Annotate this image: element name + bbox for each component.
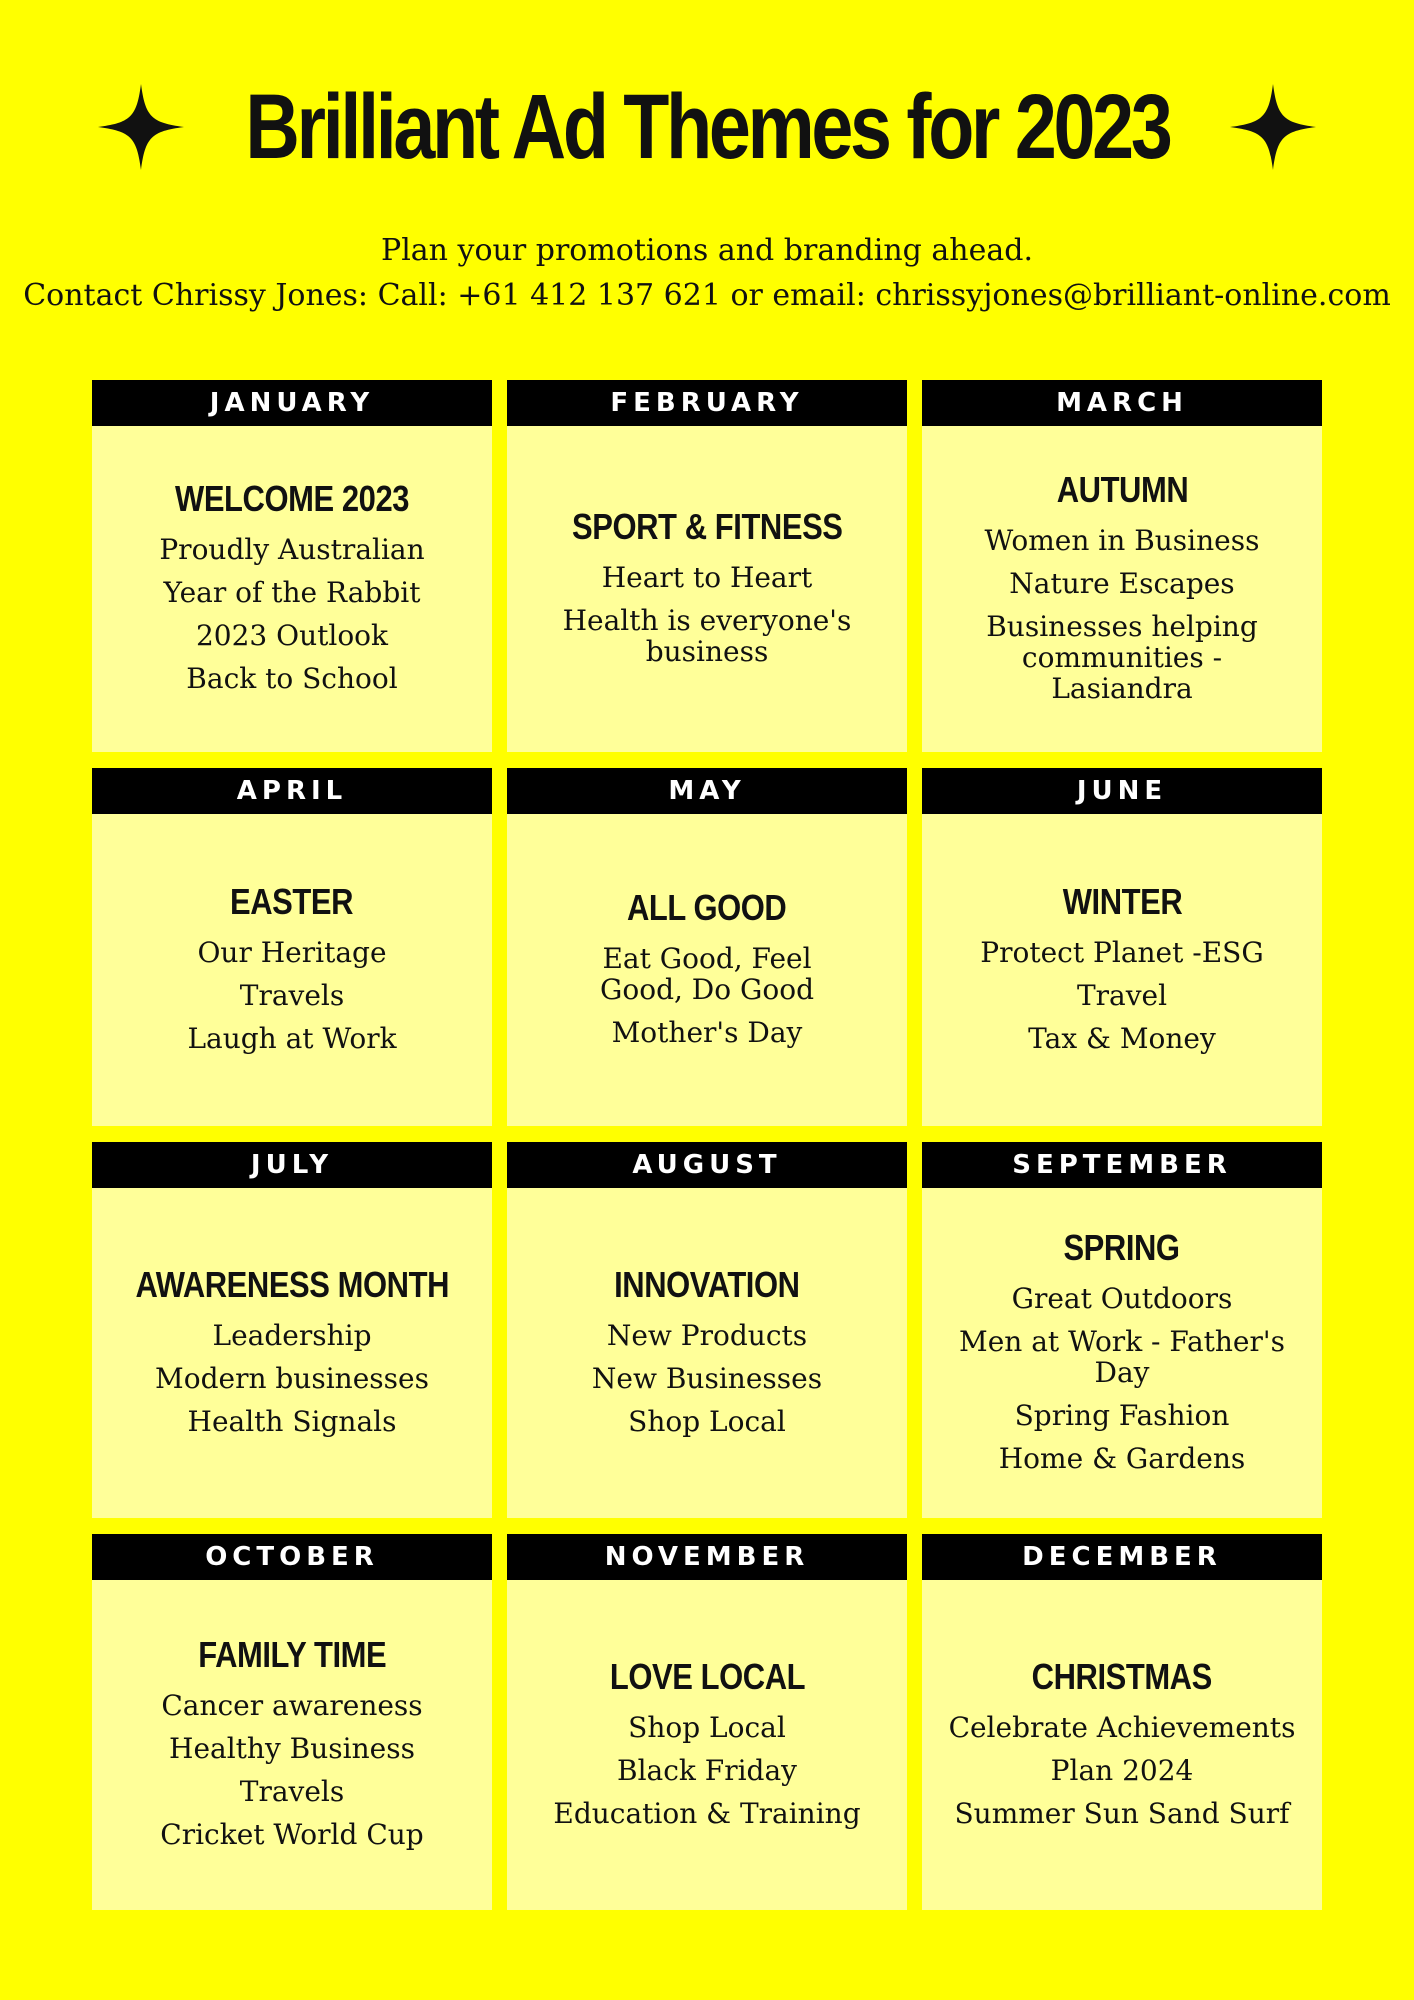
month-header: DECEMBER <box>922 1534 1322 1580</box>
theme-item: 2023 Outlook <box>195 619 389 652</box>
month-theme: SPRING <box>1063 1226 1181 1268</box>
month-card-october <box>92 1534 492 1910</box>
month-card-june <box>922 768 1322 1126</box>
month-card-april <box>92 768 492 1126</box>
month-grid <box>92 380 1322 1910</box>
theme-item: Our Heritage <box>197 935 387 969</box>
theme-item: Shop Local <box>628 1710 786 1744</box>
theme-item: Home & Gardens <box>998 1441 1246 1475</box>
month-body <box>92 814 492 1126</box>
month-theme: AWARENESS MONTH <box>135 1263 449 1305</box>
theme-item: Plan 2024 <box>1050 1753 1194 1787</box>
theme-item: New Products <box>606 1318 808 1352</box>
month-theme: EASTER <box>230 880 354 922</box>
theme-item: Education & Training <box>553 1796 861 1830</box>
theme-item: Health Signals <box>187 1404 397 1438</box>
theme-item: Year of the Rabbit <box>163 576 421 609</box>
month-theme: SPORT & FITNESS <box>571 505 843 547</box>
four-point-star-icon <box>98 84 184 170</box>
header <box>0 62 1414 192</box>
month-theme: INNOVATION <box>614 1263 800 1305</box>
theme-item: Cricket World Cup <box>160 1818 424 1851</box>
subtitle <box>0 228 1414 318</box>
theme-item: Laugh at Work <box>187 1021 397 1055</box>
subtitle-tagline: Plan your promotions and branding ahead. <box>381 233 1033 268</box>
month-card-march <box>922 380 1322 752</box>
month-body <box>507 814 907 1126</box>
month-header: FEBRUARY <box>507 380 907 426</box>
theme-item: Cancer awareness <box>161 1689 423 1722</box>
month-card-december <box>922 1534 1322 1910</box>
theme-item: Nature Escapes <box>1009 566 1235 600</box>
month-header: APRIL <box>92 768 492 814</box>
month-header: AUGUST <box>507 1142 907 1188</box>
theme-item: Healthy Business <box>169 1732 415 1765</box>
month-header: MAY <box>507 768 907 814</box>
month-body <box>922 814 1322 1126</box>
month-card-july <box>92 1142 492 1518</box>
month-body <box>507 426 907 752</box>
month-body <box>922 426 1322 752</box>
month-body <box>922 1580 1322 1910</box>
theme-item: Businesses helping communities - Lasiandra <box>986 609 1258 705</box>
theme-item: Protect Planet -ESG <box>980 935 1264 969</box>
month-header: OCTOBER <box>92 1534 492 1580</box>
theme-item: Health is everyone's business <box>562 603 852 668</box>
month-theme: ALL GOOD <box>627 886 787 928</box>
theme-item: Travel <box>1076 978 1168 1012</box>
theme-item: Black Friday <box>617 1753 797 1787</box>
theme-item: Modern businesses <box>155 1361 429 1395</box>
theme-item: Leadership <box>212 1318 372 1352</box>
theme-item: Travels <box>239 1775 345 1808</box>
month-header: MARCH <box>922 380 1322 426</box>
theme-item: Women in Business <box>984 523 1260 557</box>
theme-item: Eat Good, Feel Good, Do Good <box>599 941 815 1006</box>
theme-item: Proudly Australian <box>159 533 425 566</box>
month-body <box>92 426 492 752</box>
theme-item: Men at Work - Father's Day <box>959 1324 1285 1389</box>
month-body <box>92 1188 492 1518</box>
month-theme: CHRISTMAS <box>1031 1655 1213 1697</box>
month-body <box>507 1188 907 1518</box>
four-point-star-icon <box>1230 84 1316 170</box>
month-header: SEPTEMBER <box>922 1142 1322 1188</box>
theme-item: Travels <box>239 978 345 1012</box>
month-theme: LOVE LOCAL <box>609 1655 805 1697</box>
month-body <box>92 1580 492 1910</box>
theme-item: Shop Local <box>628 1404 786 1438</box>
month-header: JANUARY <box>92 380 492 426</box>
theme-item: Heart to Heart <box>601 560 813 594</box>
month-card-may <box>507 768 907 1126</box>
month-header: JUNE <box>922 768 1322 814</box>
month-body <box>922 1188 1322 1518</box>
theme-item: Spring Fashion <box>1014 1398 1230 1432</box>
month-header: JULY <box>92 1142 492 1188</box>
theme-item: New Businesses <box>591 1361 823 1395</box>
theme-item: Mother's Day <box>611 1015 803 1049</box>
theme-item: Tax & Money <box>1028 1021 1216 1055</box>
month-theme: WINTER <box>1062 880 1182 922</box>
theme-item: Summer Sun Sand Surf <box>954 1796 1290 1830</box>
theme-item: Celebrate Achievements <box>948 1710 1296 1744</box>
month-header: NOVEMBER <box>507 1534 907 1580</box>
theme-item: Back to School <box>186 662 398 695</box>
theme-item: Great Outdoors <box>1011 1281 1233 1315</box>
month-theme: WELCOME 2023 <box>174 478 409 519</box>
month-body <box>507 1580 907 1910</box>
month-card-january <box>92 380 492 752</box>
month-card-february <box>507 380 907 752</box>
page-title: Brilliant Ad Themes for 2023 <box>244 75 1170 178</box>
month-theme: FAMILY TIME <box>198 1634 386 1675</box>
month-card-august <box>507 1142 907 1518</box>
contact-line: Contact Chrissy Jones: Call: +61 412 137 621 or email: chrissyjones@brilliant-online.com <box>23 278 1391 313</box>
month-theme: AUTUMN <box>1056 468 1188 510</box>
month-card-september <box>922 1142 1322 1518</box>
month-card-november <box>507 1534 907 1910</box>
